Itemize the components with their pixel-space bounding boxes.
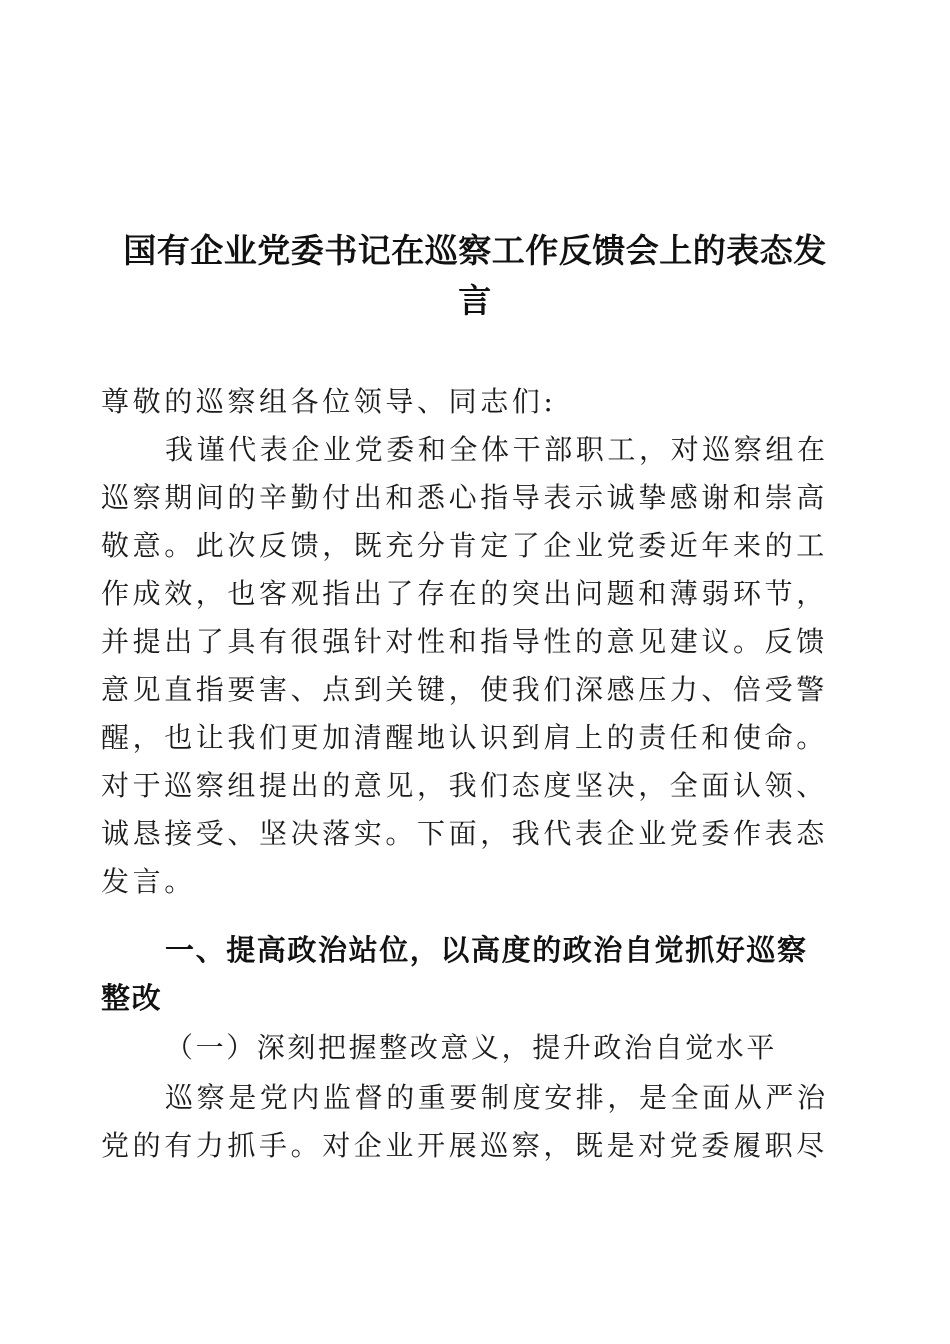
paragraph-line: 我谨代表企业党委和全体干部职工，对巡察组在 bbox=[165, 433, 829, 466]
heading-line: 一、提高政治站位，以高度的政治自觉抓好巡察 bbox=[165, 933, 808, 967]
paragraph-line: 对于巡察组提出的意见，我们态度坚决，全面认领、 bbox=[101, 769, 828, 802]
title-line: 国有企业党委书记在巡察工作反馈会上的表态发 bbox=[123, 231, 827, 270]
paragraph-line: 作成效，也客观指出了存在的突出问题和薄弱环节， bbox=[101, 577, 828, 610]
paragraph-line: 党的有力抓手。对企业开展巡察，既是对党委履职尽 bbox=[101, 1129, 828, 1162]
salutation: 尊敬的巡察组各位领导、同志们: bbox=[101, 385, 557, 418]
title-line: 言 bbox=[458, 281, 492, 320]
document-title bbox=[100, 226, 850, 326]
paragraph-line: 发言。 bbox=[101, 865, 196, 898]
paragraph-line: 巡察是党内监督的重要制度安排，是全面从严治 bbox=[165, 1081, 829, 1114]
paragraph-line: 醒，也让我们更加清醒地认识到肩上的责任和使命。 bbox=[101, 721, 828, 754]
paragraph-line: 意见直指要害、点到关键，使我们深感压力、倍受警 bbox=[101, 673, 828, 706]
paragraph-line: 敬意。此次反馈，既充分肯定了企业党委近年来的工 bbox=[101, 529, 828, 562]
paragraph-line: 并提出了具有很强针对性和指导性的意见建议。反馈 bbox=[101, 625, 828, 658]
subheading-1: （一）深刻把握整改意义，提升政治自觉水平 bbox=[165, 1031, 778, 1064]
paragraph-line: 巡察期间的辛勤付出和悉心指导表示诚挚感谢和崇高 bbox=[101, 481, 828, 514]
paragraph-line: 诚恳接受、坚决落实。下面，我代表企业党委作表态 bbox=[101, 817, 828, 850]
heading-line: 整改 bbox=[101, 981, 163, 1015]
